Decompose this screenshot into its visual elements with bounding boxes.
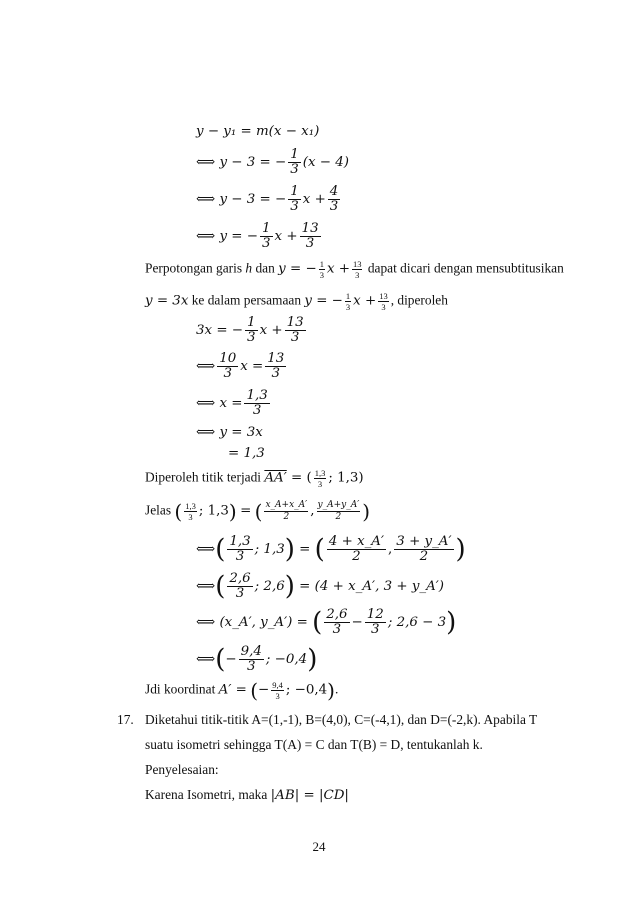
eq-line-step-3: ⟺ y − 3 = − $\frac{1}{3}$ x + $\frac{4}{3}$ [196,184,339,214]
question-line-2: suatu isometri sehingga T(A) = C dan T(B) = D, tentukanlah k. [145,737,483,752]
jelas-line-5: ⟺(− $\frac{9,4}{3}$ ; −0,4) [196,644,318,675]
solution-line-1: Karena Isometri, maka |AB| = |CD| [145,787,349,803]
eq-solve-4: ⟺ y = 3x [196,425,263,440]
conclusion-coordinate: Jdi koordinat A′ = (− $\frac{9,4}{3}$ ; −0,4). [145,678,339,703]
eq-line-point-slope: y − y₁ = m(x − x₁) [196,124,320,139]
paragraph-point-obtained: Diperoleh titik terjadi AA′ = ( $\frac{1,3}{3}$ ; 1,3) [145,468,364,489]
fraction: $\frac{1}{3}$ [290,147,299,177]
eq-solve-2: ⟺ $\frac{10}{3}$ x = $\frac{13}{3}$ [196,351,285,381]
question-line-1: Diketahui titik-titik A=(1,-1), B=(4,0), C=(-4,1), dan D=(-2,k). Apabila T [145,712,538,727]
jelas-line-1: Jelas ( $\frac{1,3}{3}$ ; 1,3) = ( $\frac{x\_A+x\_A'}{2}$ , $\frac{y\_A+y\_A'}{2}$ ) [145,499,371,524]
eq-solve-3: ⟺ x = $\frac{1,3}{3}$ [196,388,268,418]
paragraph-substitution: y = 3x ke dalam persamaan y = − $\frac{1}{3}$ x + $\frac{13}{3}$ , diperoleh [145,291,448,312]
eq-solve-1: 3x = − $\frac{1}{3}$ x + $\frac{13}{3}$ [196,315,304,345]
jelas-line-2: ⟺( $\frac{1,3}{3}$ ; 1,3) = ( $\frac{4 + x\_A'}{2}$ , $\frac{3 + y\_A'}{2}$ ) [196,534,466,565]
question-number: 17. [117,712,134,727]
solution-label: Penyelesaian: [145,762,219,777]
eq-line-step-4: ⟺ y = − $\frac{1}{3}$ x + $\frac{13}{3}$ [196,221,319,251]
jelas-line-4: ⟺ (x_A′, y_A′) = ( $\frac{2,6}{3}$ − $\frac{12}{3}$ ; 2,6 − 3) [196,607,457,638]
page-number: 24 [312,839,326,854]
eq-line-step-2: ⟺ y − 3 = − $\frac{1}{3}$ (x − 4) [196,147,350,177]
jelas-line-3: ⟺( $\frac{2,6}{3}$ ; 2,6) = (4 + x_A′, 3 + y_A′) [196,571,445,602]
eq-solve-5: = 1,3 [228,446,265,461]
paragraph-intersection: Perpotongan garis h dan y = − $\frac{1}{3}$ x + $\frac{13}{3}$ dapat dicari dengan mensubtitusikan [145,259,564,280]
